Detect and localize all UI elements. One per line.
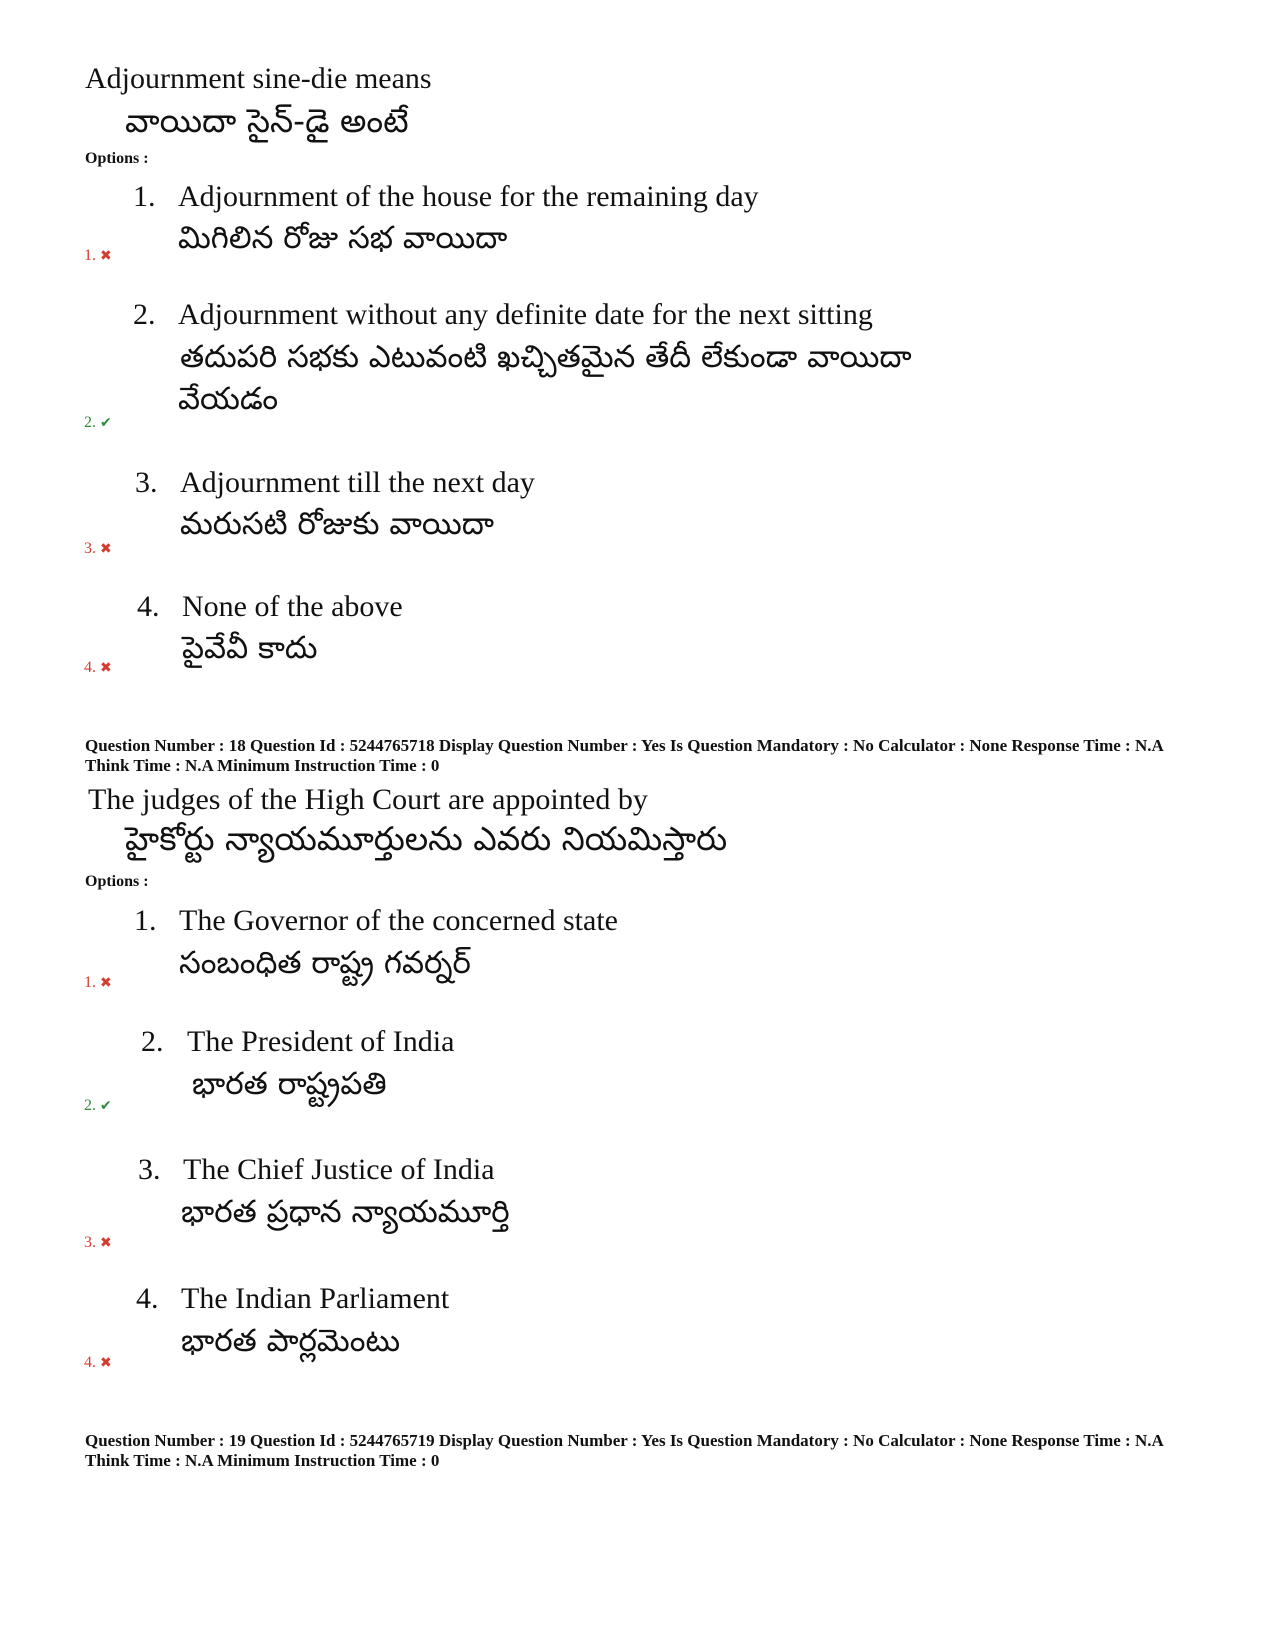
option-text-en: None of the above	[182, 590, 403, 623]
option-text-te: మిగిలిన రోజు సభ వాయిదా	[178, 220, 508, 256]
option-text-te: భారత ప్రధాన న్యాయమూర్తి	[181, 1194, 510, 1230]
option-text-en: Adjournment without any definite date for the next sitting	[178, 298, 873, 331]
option-number: 4.	[136, 1282, 159, 1315]
option-text-te: పైవేవీ కాదు	[182, 630, 318, 666]
option-text-en: The Governor of the concerned state	[179, 904, 618, 937]
option-text-te: తదుపరి సభకు ఎటువంటి ఖచ్చితమైన తేదీ లేకుండా వాయిదా	[180, 339, 912, 375]
option-text-en: The Chief Justice of India	[183, 1153, 495, 1186]
answer-mark-wrong: 4. ✖	[84, 1354, 112, 1371]
question-19-meta: Question Number : 19 Question Id : 5244765719 Display Question Number : Yes Is Question Mandatory : No Calculator : None Response Time : N.A Think Time : N.A Minimum Instruction Time : 0	[85, 1431, 1163, 1470]
answer-mark-correct: 2. ✔	[84, 1097, 112, 1114]
option-number: 4.	[137, 590, 160, 623]
cross-icon: ✖	[100, 1355, 112, 1371]
answer-mark-wrong: 1. ✖	[84, 974, 112, 991]
check-icon: ✔	[100, 1098, 112, 1114]
option-text-te: మరుసటి రోజుకు వాయిదా	[180, 506, 494, 542]
option-number: 3.	[135, 466, 158, 499]
answer-mark-wrong: 3. ✖	[84, 540, 112, 557]
option-text-te: భారత పార్లమెంటు	[181, 1323, 401, 1359]
option-text-en: Adjournment of the house for the remaining day	[178, 180, 759, 213]
cross-icon: ✖	[100, 541, 112, 557]
cross-icon: ✖	[100, 975, 112, 991]
option-number: 2.	[133, 298, 156, 331]
answer-mark-wrong: 4. ✖	[84, 659, 112, 676]
cross-icon: ✖	[100, 660, 112, 676]
option-text-en: The Indian Parliament	[181, 1282, 450, 1315]
option-text-te: భారత రాష్ట్రపతి	[192, 1066, 387, 1102]
options-label: Options :	[85, 873, 149, 890]
option-text-en: The President of India	[187, 1025, 455, 1058]
cross-icon: ✖	[100, 1235, 112, 1251]
question-18-text-en: The judges of the High Court are appointed by	[88, 783, 648, 816]
option-number: 3.	[138, 1153, 161, 1186]
answer-mark-wrong: 3. ✖	[84, 1234, 112, 1251]
option-number: 1.	[134, 904, 157, 937]
option-text-te-continued: వేయడం	[178, 381, 279, 417]
option-text-en: Adjournment till the next day	[180, 466, 535, 499]
option-text-te: సంబంధిత రాష్ట్ర గవర్నర్	[179, 945, 471, 981]
answer-mark-wrong: 1. ✖	[84, 247, 112, 264]
option-number: 2.	[141, 1025, 164, 1058]
cross-icon: ✖	[100, 248, 112, 264]
question-17-text-en: Adjournment sine-die means	[85, 62, 432, 95]
check-icon: ✔	[100, 415, 112, 431]
option-number: 1.	[133, 180, 156, 213]
question-18-meta: Question Number : 18 Question Id : 5244765718 Display Question Number : Yes Is Question Mandatory : No Calculator : None Response Time : N.A Think Time : N.A Minimum Instruction Time : 0	[85, 736, 1163, 775]
question-18-text-te: హైకోర్టు న్యాయమూర్తులను ఎవరు నియమిస్తారు	[125, 819, 728, 858]
question-17-text-te: వాయిదా సైన్-డై అంటే	[125, 101, 409, 140]
options-label: Options :	[85, 150, 149, 167]
answer-mark-correct: 2. ✔	[84, 414, 112, 431]
